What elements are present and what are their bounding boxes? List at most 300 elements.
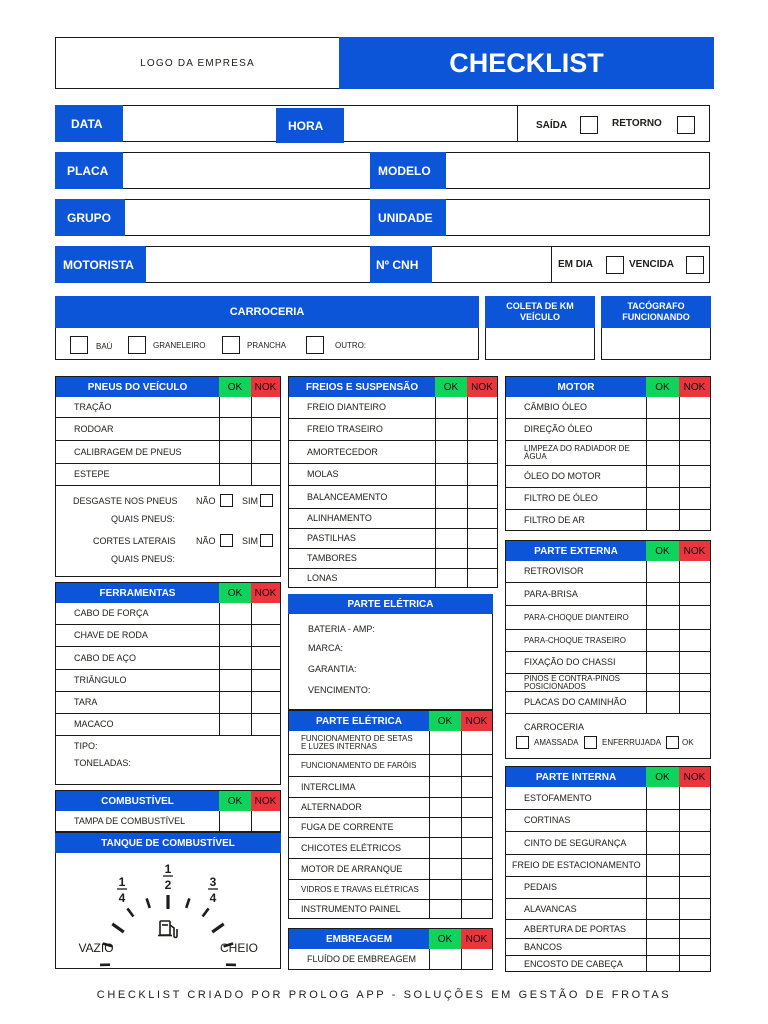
brakes-nok-cell[interactable]	[467, 419, 497, 440]
gauge-tick	[112, 924, 123, 932]
wear-which-label: QUAIS PNEUS:	[111, 514, 176, 524]
group-field[interactable]	[126, 200, 370, 235]
brakes-nok-cell[interactable]	[467, 569, 497, 588]
electrical-nok-cell[interactable]	[461, 900, 492, 919]
exterior-row	[506, 692, 710, 714]
electrical-nok-cell[interactable]	[461, 798, 492, 817]
electrical-nok-cell[interactable]	[461, 755, 492, 776]
engine-nok-cell[interactable]	[679, 441, 710, 465]
tools-ok-cell[interactable]	[219, 625, 251, 646]
interior-row-label: ENCOSTO DE CABEÇA	[524, 958, 623, 969]
interior-row	[506, 920, 710, 939]
engine-nok-cell[interactable]	[679, 466, 710, 487]
interior-row	[506, 877, 710, 899]
tools-row	[56, 647, 280, 670]
fuel-ok-cell[interactable]	[219, 811, 251, 832]
brakes-nok-cell[interactable]	[467, 549, 497, 568]
time-field[interactable]	[344, 106, 518, 141]
unit-field[interactable]	[446, 200, 709, 235]
model-field[interactable]	[446, 153, 709, 188]
electrical-row	[289, 755, 492, 777]
fuel-row	[56, 811, 280, 832]
wear-no-label: NÃO	[196, 496, 216, 506]
battery-amp-label: BATERIA - AMP:	[308, 624, 375, 634]
engine-ok-cell[interactable]	[646, 441, 679, 465]
gauge-tick	[186, 898, 189, 907]
header-box	[55, 37, 714, 89]
interior-row	[506, 832, 710, 855]
brakes-ok-cell[interactable]	[435, 509, 467, 528]
exterior-body-label: CARROCERIA	[524, 722, 585, 732]
tires-ok-cell[interactable]	[219, 418, 251, 440]
rusty-checkbox[interactable]	[584, 736, 597, 749]
interior-ok-cell[interactable]	[646, 877, 679, 898]
tires-header: PNEUS DO VEÍCULO	[56, 377, 219, 397]
exterior-row	[506, 630, 710, 652]
interior-row	[506, 810, 710, 832]
tools-row-label: TRIÂNGULO	[74, 675, 127, 685]
electrical-ok-cell[interactable]	[429, 880, 461, 899]
warranty-label: GARANTIA:	[308, 664, 357, 674]
brakes-nok-cell[interactable]	[467, 486, 497, 508]
tires-nok-cell[interactable]	[251, 418, 280, 440]
interior-ok-cell[interactable]	[646, 920, 679, 938]
tools-row-label: CABO DE AÇO	[74, 652, 137, 663]
exterior-ok-header: OK	[646, 541, 679, 561]
tools-row-label: CABO DE FORÇA	[74, 608, 149, 618]
fuel-row-label: TAMPA DE COMBUSTÍVEL	[74, 816, 186, 826]
exterior-row	[506, 583, 710, 606]
exterior-ok-cell[interactable]	[646, 652, 679, 673]
engine-ok-cell[interactable]	[646, 419, 679, 440]
tools-row	[56, 692, 280, 714]
quarter-numerator: 1	[118, 875, 126, 889]
exterior-nok-cell[interactable]	[679, 674, 710, 691]
engine-nok-header: NOK	[679, 377, 710, 397]
brakes-row-label: LONAS	[307, 573, 338, 583]
exterior-row	[506, 674, 710, 692]
fuel-gauge	[56, 853, 280, 968]
brakes-row	[289, 419, 497, 441]
tools-nok-cell[interactable]	[251, 647, 280, 669]
exterior-ok-cell[interactable]	[646, 630, 679, 651]
engine-row	[506, 441, 710, 466]
interior-ok-cell[interactable]	[646, 855, 679, 876]
group-label: GRUPO	[55, 199, 125, 236]
driver-field[interactable]	[146, 247, 370, 282]
brakes-row	[289, 464, 497, 486]
company-logo: LOGO DA EMPRESA	[140, 57, 255, 69]
electrical-row-label: CHICOTES ELÉTRICOS	[301, 842, 402, 853]
electrical-row	[289, 880, 492, 900]
interior-ok-cell[interactable]	[646, 899, 679, 919]
interior-row	[506, 899, 710, 920]
tools-row	[56, 603, 280, 625]
engine-nok-cell[interactable]	[679, 397, 710, 418]
tires-row	[56, 418, 280, 441]
km-collection-field[interactable]	[486, 328, 594, 359]
clutch-nok-header: NOK	[461, 929, 492, 949]
exterior-ok-cell[interactable]	[646, 606, 679, 629]
clutch-ok-header: OK	[429, 929, 461, 949]
tools-row-label: CHAVE DE RODA	[74, 630, 148, 640]
license-valid-label: EM DIA	[558, 259, 593, 270]
interior-nok-cell[interactable]	[679, 877, 710, 898]
interior-ok-cell[interactable]	[646, 956, 679, 972]
brakes-row	[289, 569, 497, 588]
exterior-ok-cell[interactable]	[646, 674, 679, 691]
electrical-row	[289, 838, 492, 859]
engine-ok-cell[interactable]	[646, 397, 679, 418]
electrical-nok-header: NOK	[461, 711, 492, 731]
interior-row	[506, 855, 710, 877]
electrical-row-label: FUNCIONAMENTO DE FARÓIS	[301, 761, 417, 770]
exterior-nok-header: NOK	[679, 541, 710, 561]
engine-ok-cell[interactable]	[646, 488, 679, 509]
three-quarter-denominator: 4	[209, 891, 217, 905]
fuel-nok-cell[interactable]	[251, 811, 280, 832]
tool-tons-label: TONELADAS:	[74, 758, 131, 768]
exterior-header: PARTE EXTERNA	[506, 541, 646, 561]
electrical-info-header: PARTE ELÉTRICA	[288, 594, 493, 614]
brakes-row	[289, 529, 497, 549]
tools-header: FERRAMENTAS	[56, 583, 219, 603]
brakes-row	[289, 509, 497, 529]
exterior-ok-cell[interactable]	[646, 692, 679, 713]
engine-table	[505, 376, 711, 531]
interior-row-label: FREIO DE ESTACIONAMENTO	[512, 860, 641, 870]
brakes-nok-cell[interactable]	[467, 441, 497, 463]
dented-label: AMASSADA	[534, 738, 579, 747]
km-collection-header: COLETA DE KM VEÍCULO	[485, 296, 595, 328]
license-label: Nº CNH	[370, 246, 432, 283]
tools-ok-cell[interactable]	[219, 603, 251, 624]
body-outro-label: OUTRO:	[335, 341, 367, 350]
clutch-table	[288, 928, 493, 970]
body-prancha-checkbox[interactable]	[222, 336, 240, 354]
tires-row	[56, 464, 280, 486]
plate-label: PLACA	[55, 152, 123, 189]
electrical-nok-cell[interactable]	[461, 838, 492, 858]
tools-row-label: MACACO	[74, 719, 114, 729]
electrical-nok-cell[interactable]	[461, 880, 492, 899]
tools-nok-cell[interactable]	[251, 603, 280, 624]
full-label: CHEIO	[219, 941, 259, 955]
brand-label: MARCA:	[308, 643, 344, 653]
departure-label: SAÍDA	[536, 120, 568, 131]
brakes-ok-cell[interactable]	[435, 549, 467, 568]
return-checkbox[interactable]	[677, 116, 695, 134]
tools-nok-cell[interactable]	[251, 670, 280, 691]
rusty-label: ENFERRUJADA	[602, 738, 662, 747]
brakes-ok-cell[interactable]	[435, 486, 467, 508]
tools-ok-cell[interactable]	[219, 714, 251, 735]
tires-ok-cell[interactable]	[219, 464, 251, 485]
exterior-row	[506, 606, 710, 630]
exterior-nok-cell[interactable]	[679, 652, 710, 673]
clutch-ok-cell[interactable]	[429, 949, 461, 970]
tires-row-label: RODOAR	[74, 423, 114, 434]
electrical-row-label: INTERCLIMA	[301, 781, 356, 792]
plate-row	[55, 152, 710, 189]
body-graneleiro-checkbox[interactable]	[128, 336, 146, 354]
return-label: RETORNO	[612, 118, 662, 129]
electrical-ok-cell[interactable]	[429, 755, 461, 776]
brakes-ok-cell[interactable]	[435, 569, 467, 588]
electrical-row-label: ALTERNADOR	[301, 802, 362, 812]
engine-nok-cell[interactable]	[679, 419, 710, 440]
interior-nok-cell[interactable]	[679, 855, 710, 876]
brakes-nok-cell[interactable]	[467, 397, 497, 418]
km-collection-box	[485, 296, 595, 360]
engine-row	[506, 510, 710, 531]
engine-row	[506, 488, 710, 510]
electrical-row	[289, 777, 492, 798]
brakes-row-label: FREIO DIANTEIRO	[307, 402, 387, 412]
electrical-ok-cell[interactable]	[429, 859, 461, 879]
electrical-table	[288, 710, 493, 919]
interior-ok-header: OK	[646, 767, 679, 787]
brakes-ok-cell[interactable]	[435, 464, 467, 485]
tires-row-label: TRAÇÃO	[74, 401, 112, 412]
brakes-nok-cell[interactable]	[467, 509, 497, 528]
engine-row	[506, 419, 710, 441]
engine-row	[506, 397, 710, 419]
electrical-row-label: FUNCIONAMENTO DE SETAS E LUZES INTERNAS	[301, 733, 413, 751]
tools-ok-cell[interactable]	[219, 670, 251, 691]
gauge-tick	[147, 898, 150, 907]
engine-row	[506, 466, 710, 488]
interior-row-label: BANCOS	[524, 941, 563, 952]
electrical-ok-cell[interactable]	[429, 777, 461, 797]
interior-nok-cell[interactable]	[679, 899, 710, 919]
body-outro-checkbox[interactable]	[306, 336, 324, 354]
exterior-row	[506, 561, 710, 583]
wear-yes-checkbox[interactable]	[260, 494, 273, 507]
tools-row-label: TARA	[74, 697, 98, 707]
fuel-ok-header: OK	[219, 791, 251, 811]
engine-row-label: DIREÇÃO ÓLEO	[524, 424, 593, 434]
exterior-ok-cell[interactable]	[646, 561, 679, 582]
body-bau-label: BAÚ	[96, 342, 113, 351]
engine-ok-cell[interactable]	[646, 510, 679, 531]
brakes-nok-cell[interactable]	[467, 529, 497, 548]
electrical-row	[289, 818, 492, 838]
interior-nok-header: NOK	[679, 767, 710, 787]
half-numerator: 1	[164, 862, 172, 876]
half-denominator: 2	[164, 878, 172, 892]
plate-field[interactable]	[124, 153, 370, 188]
dented-checkbox[interactable]	[516, 736, 529, 749]
electrical-row-label: MOTOR DE ARRANQUE	[301, 863, 403, 874]
electrical-nok-cell[interactable]	[461, 731, 492, 754]
electrical-row	[289, 859, 492, 880]
engine-nok-cell[interactable]	[679, 488, 710, 509]
cuts-no-checkbox[interactable]	[220, 534, 233, 547]
brakes-ok-header: OK	[435, 377, 467, 397]
time-label: HORA	[276, 108, 344, 143]
brakes-ok-cell[interactable]	[435, 397, 467, 418]
fuel-header: COMBUSTÍVEL	[56, 791, 219, 811]
interior-nok-cell[interactable]	[679, 920, 710, 938]
tools-ok-cell[interactable]	[219, 692, 251, 713]
exterior-row-label: PINOS E CONTRA-PINOS POSICIONADOS	[524, 673, 621, 691]
exterior-nok-cell[interactable]	[679, 561, 710, 582]
clutch-row-label: FLUÍDO DE EMBREAGEM	[307, 954, 417, 964]
body-ok-label: OK	[682, 738, 694, 747]
tires-row-label: ESTEPE	[74, 469, 110, 479]
engine-row-label: CÂMBIO ÓLEO	[524, 402, 588, 412]
interior-row-label: ABERTURA DE PORTAS	[524, 923, 627, 934]
electrical-row-label: VIDROS E TRAVAS ELÉTRICAS	[301, 885, 419, 894]
exterior-ok-cell[interactable]	[646, 583, 679, 605]
body-bau-checkbox[interactable]	[70, 336, 88, 354]
brakes-row	[289, 549, 497, 569]
exterior-row-label: PARA-CHOQUE DIANTEIRO	[524, 613, 629, 622]
brakes-ok-cell[interactable]	[435, 419, 467, 440]
tachograph-field[interactable]	[602, 328, 710, 359]
tires-ok-header: OK	[219, 377, 251, 397]
interior-ok-cell[interactable]	[646, 939, 679, 955]
tires-table	[55, 376, 281, 577]
electrical-ok-cell[interactable]	[429, 731, 461, 754]
tools-nok-cell[interactable]	[251, 625, 280, 646]
body-ok-checkbox[interactable]	[666, 736, 679, 749]
interior-row	[506, 939, 710, 956]
empty-label: VAZIO	[78, 941, 114, 955]
electrical-nok-cell[interactable]	[461, 818, 492, 837]
gauge-tick	[212, 924, 223, 932]
tools-ok-header: OK	[219, 583, 251, 603]
brakes-row	[289, 397, 497, 419]
brakes-row-label: MOLAS	[307, 469, 339, 479]
exterior-nok-cell[interactable]	[679, 583, 710, 605]
page-title: CHECKLIST	[339, 37, 714, 89]
tachograph-header: TACÓGRAFO FUNCIONANDO	[601, 296, 711, 328]
engine-header: MOTOR	[506, 377, 646, 397]
interior-nok-cell[interactable]	[679, 956, 710, 972]
exterior-nok-cell[interactable]	[679, 606, 710, 629]
interior-nok-cell[interactable]	[679, 939, 710, 955]
exterior-row-label: PARA-CHOQUE TRASEIRO	[524, 636, 626, 645]
tires-row	[56, 397, 280, 418]
interior-row-label: ESTOFAMENTO	[524, 792, 592, 803]
cuts-yes-checkbox[interactable]	[260, 534, 273, 547]
unit-label: UNIDADE	[370, 199, 446, 236]
tool-type-label: TIPO:	[74, 741, 98, 751]
body-graneleiro-label: GRANELEIRO	[153, 341, 206, 350]
model-label: MODELO	[370, 152, 446, 189]
brakes-row-label: PASTILHAS	[307, 533, 356, 543]
brakes-row	[289, 441, 497, 464]
body-type-box	[55, 296, 479, 360]
engine-row-label: ÓLEO DO MOTOR	[524, 471, 601, 481]
brakes-ok-cell[interactable]	[435, 529, 467, 548]
tools-ok-cell[interactable]	[219, 647, 251, 669]
tools-nok-cell[interactable]	[251, 692, 280, 713]
electrical-ok-cell[interactable]	[429, 798, 461, 817]
license-valid-checkbox[interactable]	[606, 256, 624, 274]
wear-yes-label: SIM	[242, 496, 259, 506]
electrical-row	[289, 731, 492, 755]
interior-table	[505, 766, 711, 972]
interior-ok-cell[interactable]	[646, 810, 679, 831]
interior-row-label: ALAVANCAS	[524, 903, 577, 914]
interior-row	[506, 787, 710, 810]
brakes-row	[289, 486, 497, 509]
date-row	[55, 105, 710, 142]
interior-nok-cell[interactable]	[679, 787, 710, 809]
brakes-row-label: ALINHAMENTO	[307, 513, 372, 523]
interior-ok-cell[interactable]	[646, 832, 679, 854]
engine-nok-cell[interactable]	[679, 510, 710, 531]
brakes-ok-cell[interactable]	[435, 441, 467, 463]
electrical-nok-cell[interactable]	[461, 777, 492, 797]
exterior-row-label: PLACAS DO CAMINHÃO	[524, 697, 627, 707]
tires-nok-cell[interactable]	[251, 397, 280, 417]
electrical-row	[289, 798, 492, 818]
license-expired-checkbox[interactable]	[686, 256, 704, 274]
departure-checkbox[interactable]	[580, 116, 598, 134]
tires-ok-cell[interactable]	[219, 441, 251, 463]
exterior-row	[506, 652, 710, 674]
tires-nok-cell[interactable]	[251, 464, 280, 485]
interior-header: PARTE INTERNA	[506, 767, 646, 787]
clutch-nok-cell[interactable]	[461, 949, 492, 970]
electrical-row-label: FUGA DE CORRENTE	[301, 822, 394, 832]
interior-row-label: CORTINAS	[524, 815, 571, 825]
wear-no-checkbox[interactable]	[220, 494, 233, 507]
brakes-row-label: BALANCEAMENTO	[307, 491, 388, 502]
tires-row-label: CALIBRAGEM DE PNEUS	[74, 446, 182, 457]
electrical-info-box	[288, 594, 493, 710]
tires-ok-cell[interactable]	[219, 397, 251, 417]
electrical-row-label: INSTRUMENTO PAINEL	[301, 904, 401, 914]
body-prancha-label: PRANCHA	[247, 341, 287, 350]
tools-nok-cell[interactable]	[251, 714, 280, 735]
electrical-nok-cell[interactable]	[461, 859, 492, 879]
brakes-table	[288, 376, 498, 588]
tachograph-box	[601, 296, 711, 360]
exterior-row-label: PARA-BRISA	[524, 588, 578, 599]
electrical-row	[289, 900, 492, 919]
license-expired-label: VENCIDA	[629, 259, 675, 270]
footer-text: CHECKLIST CRIADO POR PROLOG APP - SOLUÇÕES EM GESTÃO DE FROTAS	[96, 989, 672, 1001]
electrical-ok-cell[interactable]	[429, 818, 461, 837]
exterior-table	[505, 540, 711, 759]
interior-ok-cell[interactable]	[646, 787, 679, 809]
electrical-ok-cell[interactable]	[429, 900, 461, 919]
engine-ok-cell[interactable]	[646, 466, 679, 487]
exterior-nok-cell[interactable]	[679, 630, 710, 651]
tires-nok-cell[interactable]	[251, 441, 280, 463]
driver-label: MOTORISTA	[55, 246, 146, 283]
fuel-gauge-ticks	[100, 895, 236, 968]
cuts-yes-label: SIM	[242, 536, 259, 546]
electrical-ok-cell[interactable]	[429, 838, 461, 858]
interior-nok-cell[interactable]	[679, 832, 710, 854]
date-field[interactable]	[124, 106, 276, 141]
expiry-label: VENCIMENTO:	[308, 685, 371, 695]
brakes-nok-header: NOK	[467, 377, 497, 397]
quarter-denominator: 4	[118, 891, 126, 905]
three-quarter-numerator: 3	[209, 875, 217, 889]
license-field[interactable]	[432, 247, 552, 282]
interior-row-label: PEDAIS	[524, 882, 558, 892]
brakes-nok-cell[interactable]	[467, 464, 497, 485]
interior-nok-cell[interactable]	[679, 810, 710, 831]
exterior-nok-cell[interactable]	[679, 692, 710, 713]
